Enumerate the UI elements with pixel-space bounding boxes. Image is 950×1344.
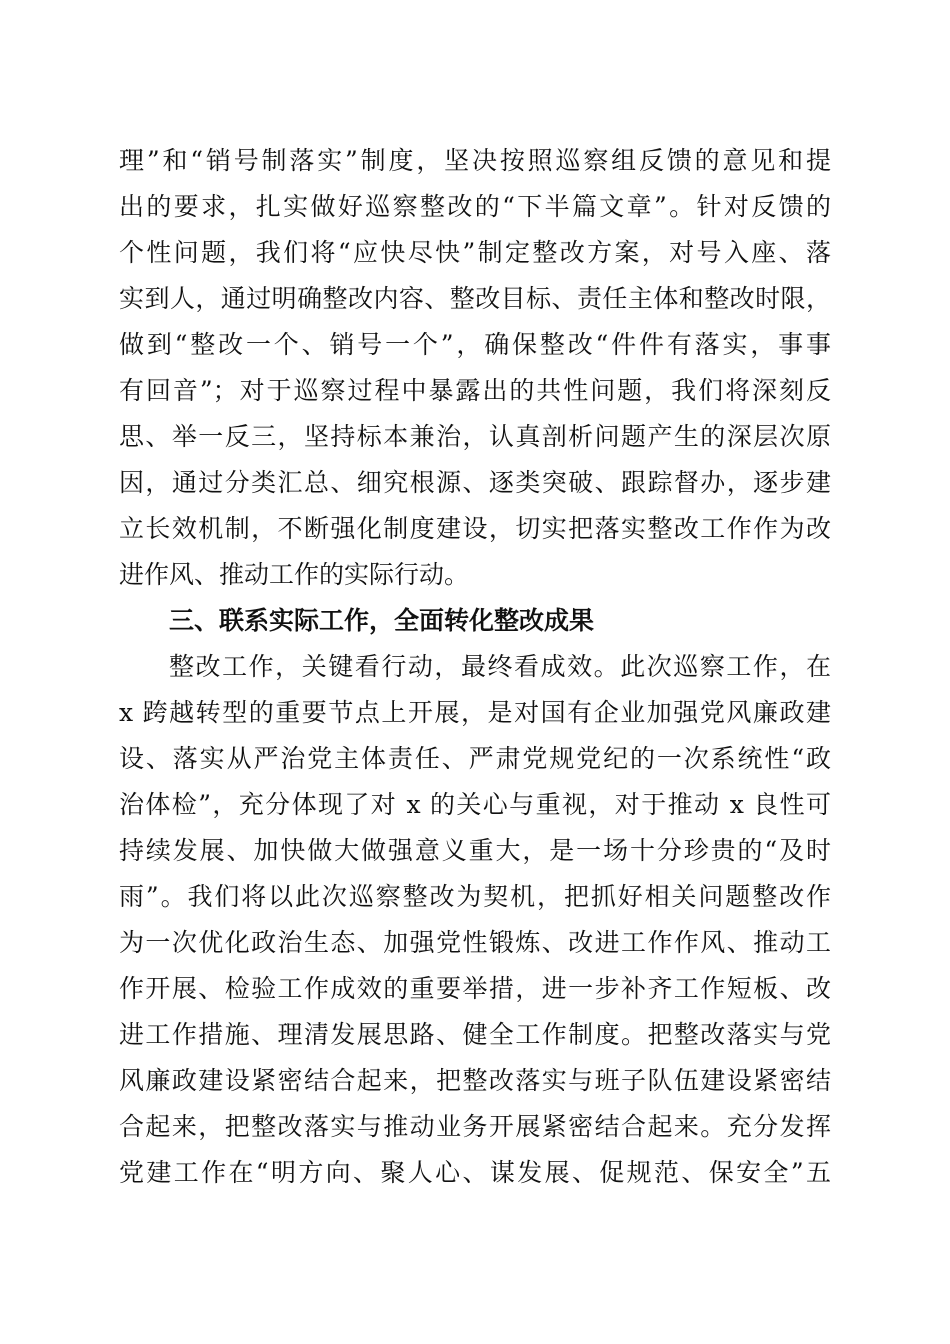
paragraph-2-line-3: 设、落实从严治党主体责任、严肃党规党纪的一次系统性“政	[119, 744, 831, 773]
paragraph-2-line-7: 为一次优化政治生态、加强党性锻炼、改进工作作风、推动工	[119, 928, 831, 957]
paragraph-1-line-1: 理”和“销号制落实”制度，坚决按照巡察组反馈的意见和提	[119, 146, 831, 175]
paragraph-1-line-3: 个性问题，我们将“应快尽快”制定整改方案，对号入座、落	[119, 238, 831, 267]
paragraph-2-line-2: x 跨越转型的重要节点上开展，是对国有企业加强党风廉政建	[119, 698, 831, 727]
paragraph-1-line-10: 进作风、推动工作的实际行动。	[119, 560, 470, 589]
paragraph-1-line-5: 做到“整改一个、销号一个”，确保整改“件件有落实，事事	[119, 330, 831, 359]
paragraph-1-line-9: 立长效机制，不断强化制度建设，切实把落实整改工作作为改	[119, 514, 831, 543]
paragraph-2-line-11: 合起来，把整改落实与推动业务开展紧密结合起来。充分发挥	[119, 1112, 831, 1141]
paragraph-1-line-4: 实到人，通过明确整改内容、整改目标、责任主体和整改时限，	[119, 284, 831, 313]
paragraph-2-line-1: 整改工作，关键看行动，最终看成效。此次巡察工作，在	[169, 652, 831, 681]
paragraph-1-line-2: 出的要求，扎实做好巡察整改的“下半篇文章”。针对反馈的	[119, 192, 831, 221]
paragraph-1-line-6: 有回音”；对于巡察过程中暴露出的共性问题，我们将深刻反	[119, 376, 831, 405]
paragraph-2-line-12: 党建工作在“明方向、聚人心、谋发展、促规范、保安全”五	[119, 1158, 831, 1187]
paragraph-2-line-4: 治体检”，充分体现了对 x 的关心与重视，对于推动 x 良性可	[119, 790, 831, 819]
paragraph-1-line-7: 思、举一反三，坚持标本兼治，认真剖析问题产生的深层次原	[119, 422, 831, 451]
section-heading: 三、联系实际工作，全面转化整改成果	[169, 606, 595, 635]
paragraph-2-line-8: 作开展、检验工作成效的重要举措，进一步补齐工作短板、改	[119, 974, 831, 1003]
paragraph-2-line-5: 持续发展、加快做大做强意义重大，是一场十分珍贵的“及时	[119, 836, 831, 865]
paragraph-1-line-8: 因，通过分类汇总、细究根源、逐类突破、跟踪督办，逐步建	[119, 468, 831, 497]
paragraph-2-line-10: 风廉政建设紧密结合起来，把整改落实与班子队伍建设紧密结	[119, 1066, 831, 1095]
paragraph-2-line-6: 雨”。我们将以此次巡察整改为契机，把抓好相关问题整改作	[119, 882, 831, 911]
paragraph-2-line-9: 进工作措施、理清发展思路、健全工作制度。把整改落实与党	[119, 1020, 831, 1049]
